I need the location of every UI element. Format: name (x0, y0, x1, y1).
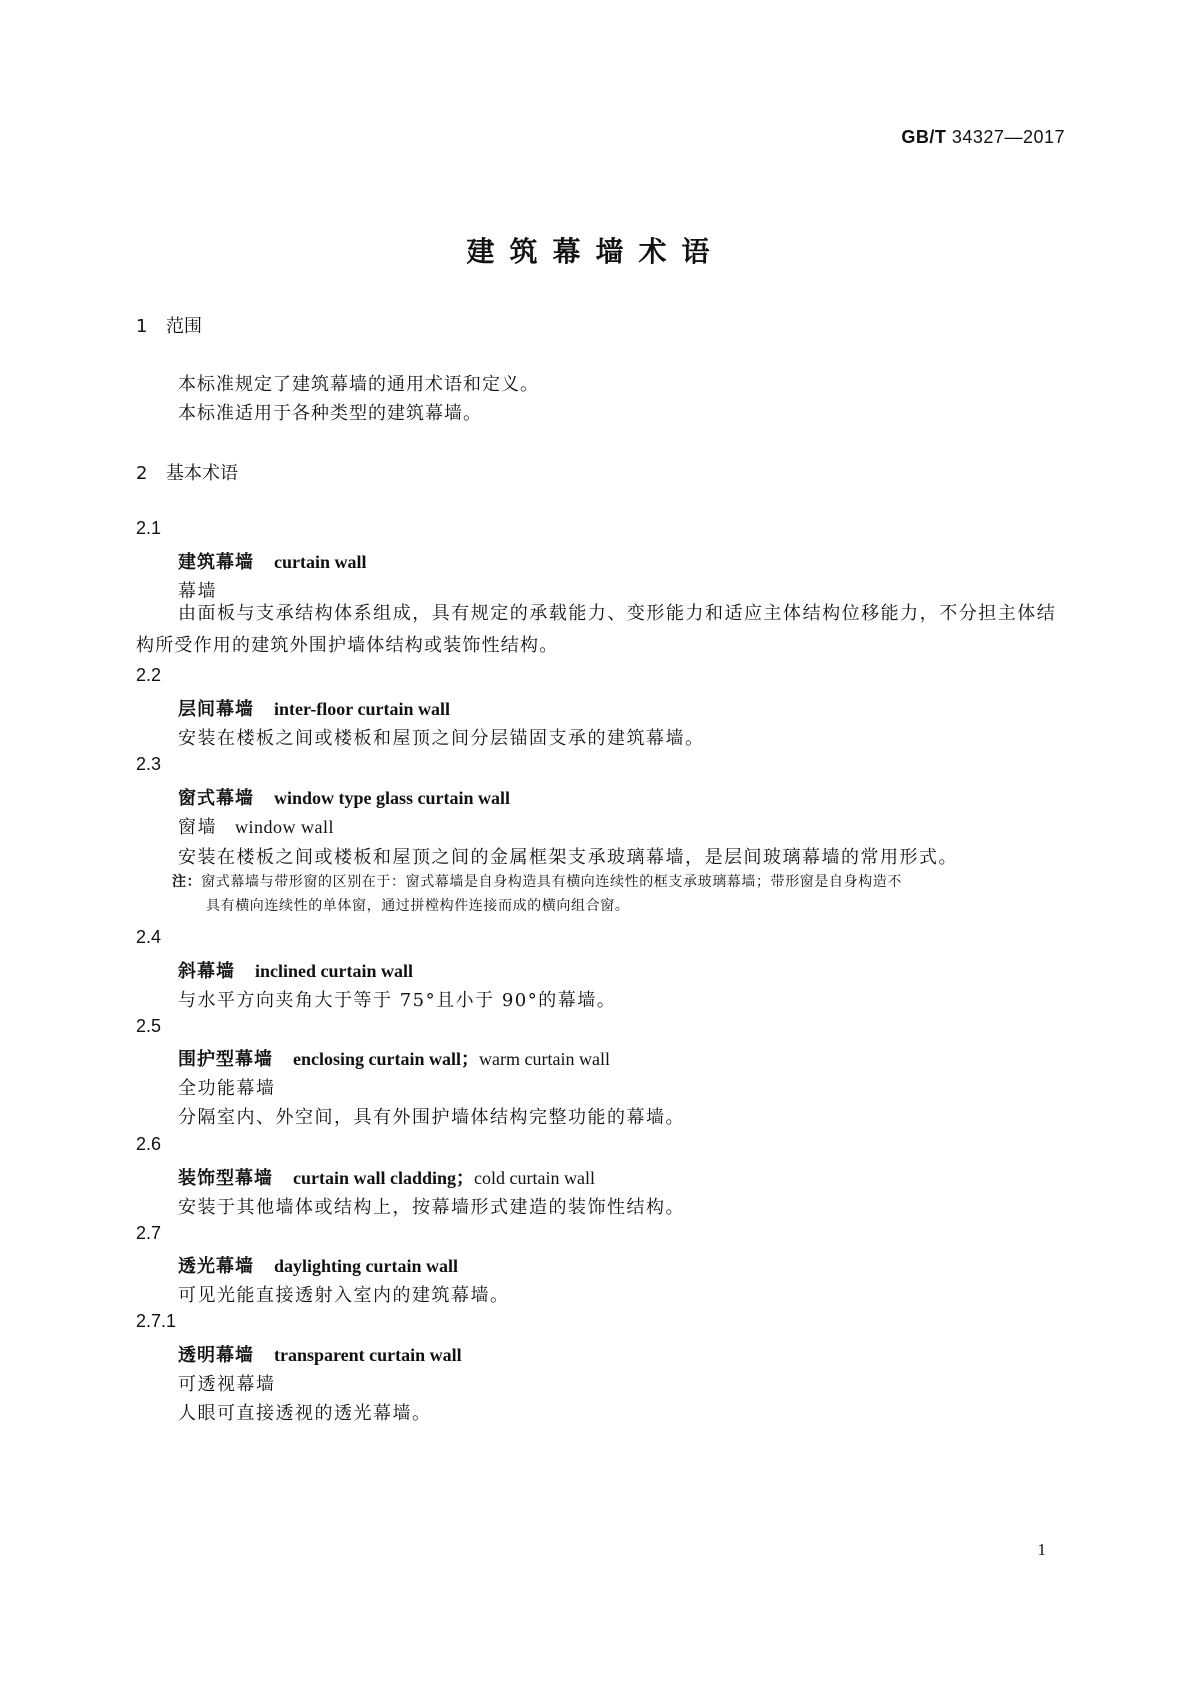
term-synonym (178, 813, 334, 839)
term-definition: 可见光能直接透射入室内的建筑幕墙。 (178, 1285, 510, 1306)
term-synonym-chinese: 窗墙 (178, 817, 217, 838)
term-chinese: 透明幕墙 (178, 1345, 254, 1366)
term-number: 2.6 (136, 1134, 162, 1154)
note-label: 注： (172, 874, 202, 890)
section-heading-2 (136, 459, 238, 485)
term-english-alternative: cold curtain wall (474, 1168, 595, 1188)
term-number: 2.7 (136, 1223, 162, 1243)
term-heading (178, 695, 450, 721)
term-synonym-english: window wall (235, 817, 334, 837)
term-definition: 安装于其他墙体或结构上，按幕墙形式建造的装饰性结构。 (178, 1197, 685, 1218)
term-english: enclosing curtain wall； (293, 1049, 480, 1069)
term-definition: 由面板与支承结构体系组成，具有规定的承载能力、变形能力和适应主体结构位移能力，不分担主体结构所受作用的建筑外围护墙体结构或装饰性结构。 (136, 603, 1056, 656)
term-definition: 安装在楼板之间或楼板和屋顶之间分层锚固支承的建筑幕墙。 (178, 728, 705, 749)
section-title: 基本术语 (166, 463, 238, 484)
term-number: 2.4 (136, 927, 162, 947)
standard-code (901, 127, 1065, 148)
term-synonym: 全功能幕墙 (178, 1078, 276, 1099)
term-heading (178, 957, 413, 983)
term-heading (178, 1164, 595, 1190)
term-english: inclined curtain wall (255, 961, 414, 981)
term-heading (178, 1045, 610, 1071)
scope-paragraph-1: 本标准规定了建筑幕墙的通用术语和定义。 (178, 374, 539, 395)
term-english: transparent curtain wall (274, 1345, 462, 1365)
term-chinese: 围护型幕墙 (178, 1049, 273, 1070)
section-number: 1 (136, 316, 148, 337)
section-number: 2 (136, 463, 148, 484)
term-english: inter-floor curtain wall (274, 699, 450, 719)
section-heading-1 (136, 312, 202, 338)
term-definition: 人眼可直接透视的透光幕墙。 (178, 1403, 432, 1424)
term-synonym: 幕墙 (178, 581, 217, 602)
term-chinese: 建筑幕墙 (178, 552, 254, 573)
term-heading (178, 1252, 458, 1278)
term-number: 2.5 (136, 1016, 162, 1036)
term-chinese: 层间幕墙 (178, 699, 254, 720)
term-note (172, 870, 1062, 918)
term-english: curtain wall cladding； (293, 1168, 475, 1188)
term-definition: 安装在楼板之间或楼板和屋顶之间的金属框架支承玻璃幕墙，是层间玻璃幕墙的常用形式。 (178, 847, 958, 868)
note-text-line-2: 具有横向连续性的单体窗，通过拼樘构件连接而成的横向组合窗。 (206, 898, 630, 914)
term-english: window type glass curtain wall (274, 788, 511, 808)
term-definition: 分隔室内、外空间，具有外围护墙体结构完整功能的幕墙。 (178, 1107, 685, 1128)
term-heading (178, 1341, 462, 1367)
term-chinese: 装饰型幕墙 (178, 1168, 273, 1189)
term-chinese: 窗式幕墙 (178, 788, 254, 809)
term-number: 2.3 (136, 754, 162, 774)
term-number: 2.1 (136, 518, 162, 538)
term-heading (178, 784, 510, 810)
term-english: curtain wall (274, 552, 367, 572)
standard-code-prefix: GB/T (901, 127, 947, 147)
note-text-line-1: 窗式幕墙与带形窗的区别在于：窗式幕墙是自身构造具有横向连续性的框支承玻璃幕墙；带形窗是自身构造不 (201, 874, 902, 890)
document-title: 建筑幕墙术语 (466, 235, 725, 268)
term-definition: 与水平方向夹角大于等于 75°且小于 90°的幕墙。 (178, 990, 617, 1011)
section-title: 范围 (166, 316, 202, 337)
scope-paragraph-2: 本标准适用于各种类型的建筑幕墙。 (178, 403, 482, 424)
term-heading (178, 548, 367, 574)
term-chinese: 斜幕墙 (178, 961, 235, 982)
page-number: 1 (1037, 1540, 1046, 1559)
term-number: 2.2 (136, 665, 162, 685)
term-chinese: 透光幕墙 (178, 1256, 254, 1277)
term-english-alternative: warm curtain wall (479, 1049, 610, 1069)
term-number: 2.7.1 (136, 1311, 177, 1331)
standard-code-number: 34327—2017 (951, 127, 1065, 147)
term-english: daylighting curtain wall (274, 1256, 459, 1276)
term-synonym: 可透视幕墙 (178, 1374, 276, 1395)
